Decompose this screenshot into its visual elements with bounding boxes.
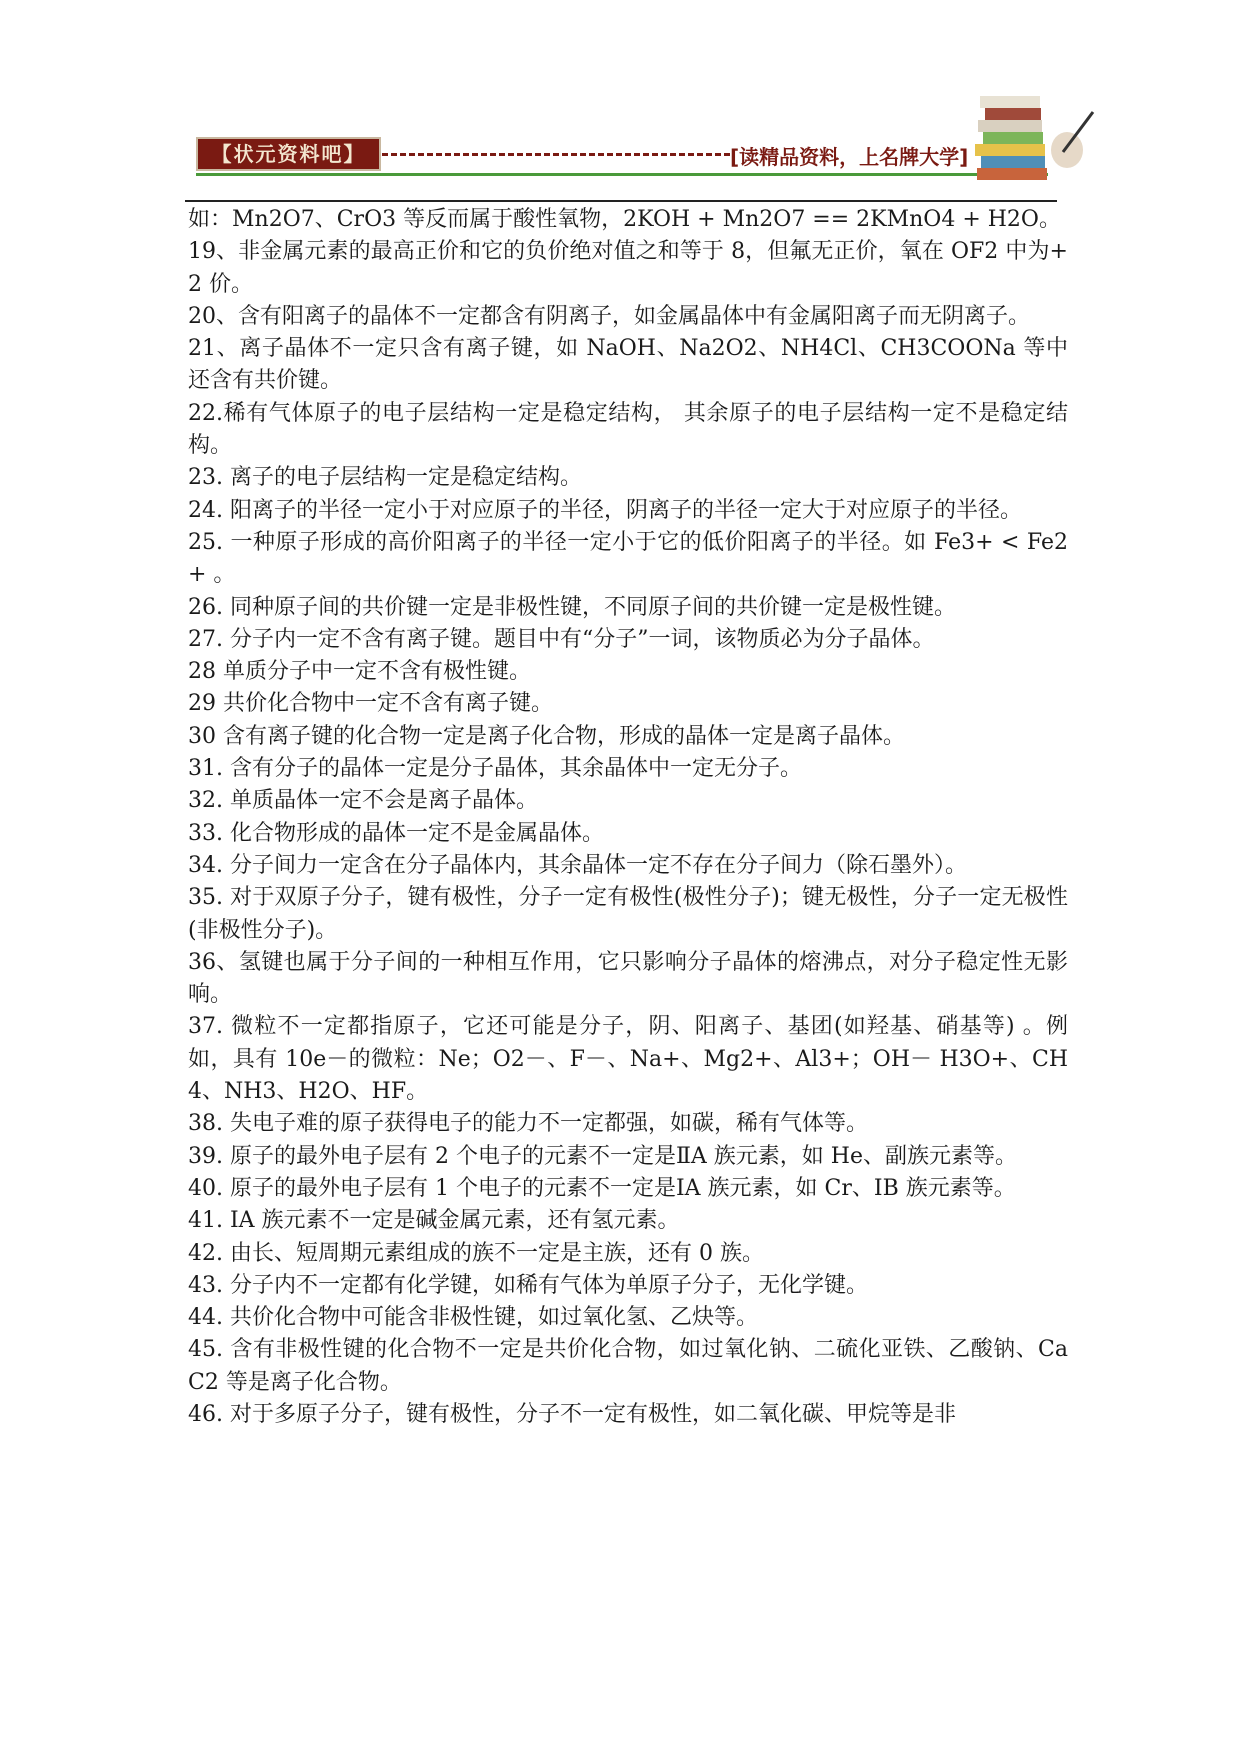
text-line: 26. 同种原子间的共价键一定是非极性键，不同原子间的共价键一定是极性键。: [188, 594, 956, 620]
text-line: 25. 一种原子形成的高价阳离子的半径一定小于它的低价阳离子的半径。如 Fe3+ < Fe2+ 。: [188, 529, 1068, 588]
text-line: 45. 含有非极性键的化合物不一定是共价化合物，如过氧化钠、二硫化亚铁、乙酸钠、CaC2 等是离子化合物。: [188, 1337, 1068, 1395]
text-line: 41. ⅠA 族元素不一定是碱金属元素，还有氢元素。: [188, 1208, 680, 1234]
text-line: 23. 离子的电子层结构一定是稳定结构。: [188, 465, 582, 491]
text-line: 32. 单质晶体一定不会是离子晶体。: [188, 788, 538, 814]
text-line: 36、氢键也属于分子间的一种相互作用，它只影响分子晶体的熔沸点，对分子稳定性无影响。: [188, 949, 1068, 1008]
text-line: 34. 分子间力一定含在分子晶体内，其余晶体一定不存在分子间力（除石墨外）。: [188, 852, 967, 878]
text-line: 35. 对于双原子分子，键有极性，分子一定有极性(极性分子)；键无极性，分子一定无极性(非极性分子)。: [188, 885, 1068, 943]
text-line: 43. 分子内不一定都有化学键，如稀有气体为单原子分子，无化学键。: [188, 1272, 868, 1298]
brand-logo: 【状元资料吧】: [196, 137, 381, 171]
text-line: 31. 含有分子的晶体一定是分子晶体，其余晶体中一定无分子。: [188, 756, 802, 782]
header-slogan: [读精品资料，上名牌大学]: [730, 145, 969, 169]
text-line: 21、离子晶体不一定只含有离子键，如 NaOH、Na2O2、NH4Cl、CH3COONa 等中还含有共价键。: [188, 336, 1068, 394]
text-line: 22.稀有气体原子的电子层结构一定是稳定结构， 其余原子的电子层结构一定不是稳定结构。: [188, 400, 1068, 459]
text-line: 33. 化合物形成的晶体一定不是金属晶体。: [188, 820, 604, 846]
text-line: 27. 分子内一定不含有离子键。题目中有“分子”一词，该物质必为分子晶体。: [188, 626, 935, 652]
text-line: 39. 原子的最外电子层有 2 个电子的元素不一定是ⅡA 族元素，如 He、副族元素等。: [188, 1143, 1017, 1169]
document-body: [188, 204, 1068, 1431]
header-black-rule: [185, 200, 1057, 202]
text-line: 28 单质分子中一定不含有极性键。: [188, 659, 531, 685]
header-green-rule: [196, 173, 1048, 176]
text-line: 42. 由长、短周期元素组成的族不一定是主族，还有 0 族。: [188, 1240, 764, 1266]
text-line: 44. 共价化合物中可能含非极性键，如过氧化氢、乙炔等。: [188, 1305, 758, 1331]
header-dash-divider: [382, 153, 730, 156]
books-pen-icon: [975, 90, 1095, 190]
page-header: [0, 0, 1241, 200]
text-line: 29 共价化合物中一定不含有离子键。: [188, 691, 553, 717]
text-line: 19、非金属元素的最高正价和它的负价绝对值之和等于 8，但氟无正价，氧在 OF2 中为+2 价。: [188, 239, 1068, 297]
text-line: 24. 阳离子的半径一定小于对应原子的半径，阴离子的半径一定大于对应原子的半径。: [188, 497, 1022, 523]
text-line: 37. 微粒不一定都指原子，它还可能是分子，阴、阳离子、基团(如羟基、硝基等) 。例如，具有 10e－的微粒：Ne；O2－、F－、Na+、Mg2+、Al3+；OH－ H3O+、CH4、NH3、H2O、HF。: [188, 1014, 1068, 1105]
text-line: 38. 失电子难的原子获得电子的能力不一定都强，如碳，稀有气体等。: [188, 1111, 868, 1137]
text-line: 30 含有离子键的化合物一定是离子化合物，形成的晶体一定是离子晶体。: [188, 723, 905, 749]
text-line: 40. 原子的最外电子层有 1 个电子的元素不一定是ⅠA 族元素，如 Cr、ⅠB 族元素等。: [188, 1175, 1016, 1201]
text-line: 20、含有阳离子的晶体不一定都含有阴离子，如金属晶体中有金属阳离子而无阴离子。: [188, 303, 1030, 329]
text-line: 如：Mn2O7、CrO3 等反而属于酸性氧物，2KOH + Mn2O7 == 2KMnO4 + H2O。: [188, 207, 1061, 232]
text-line: 46. 对于多原子分子，键有极性，分子不一定有极性，如二氧化碳、甲烷等是非: [188, 1401, 956, 1427]
